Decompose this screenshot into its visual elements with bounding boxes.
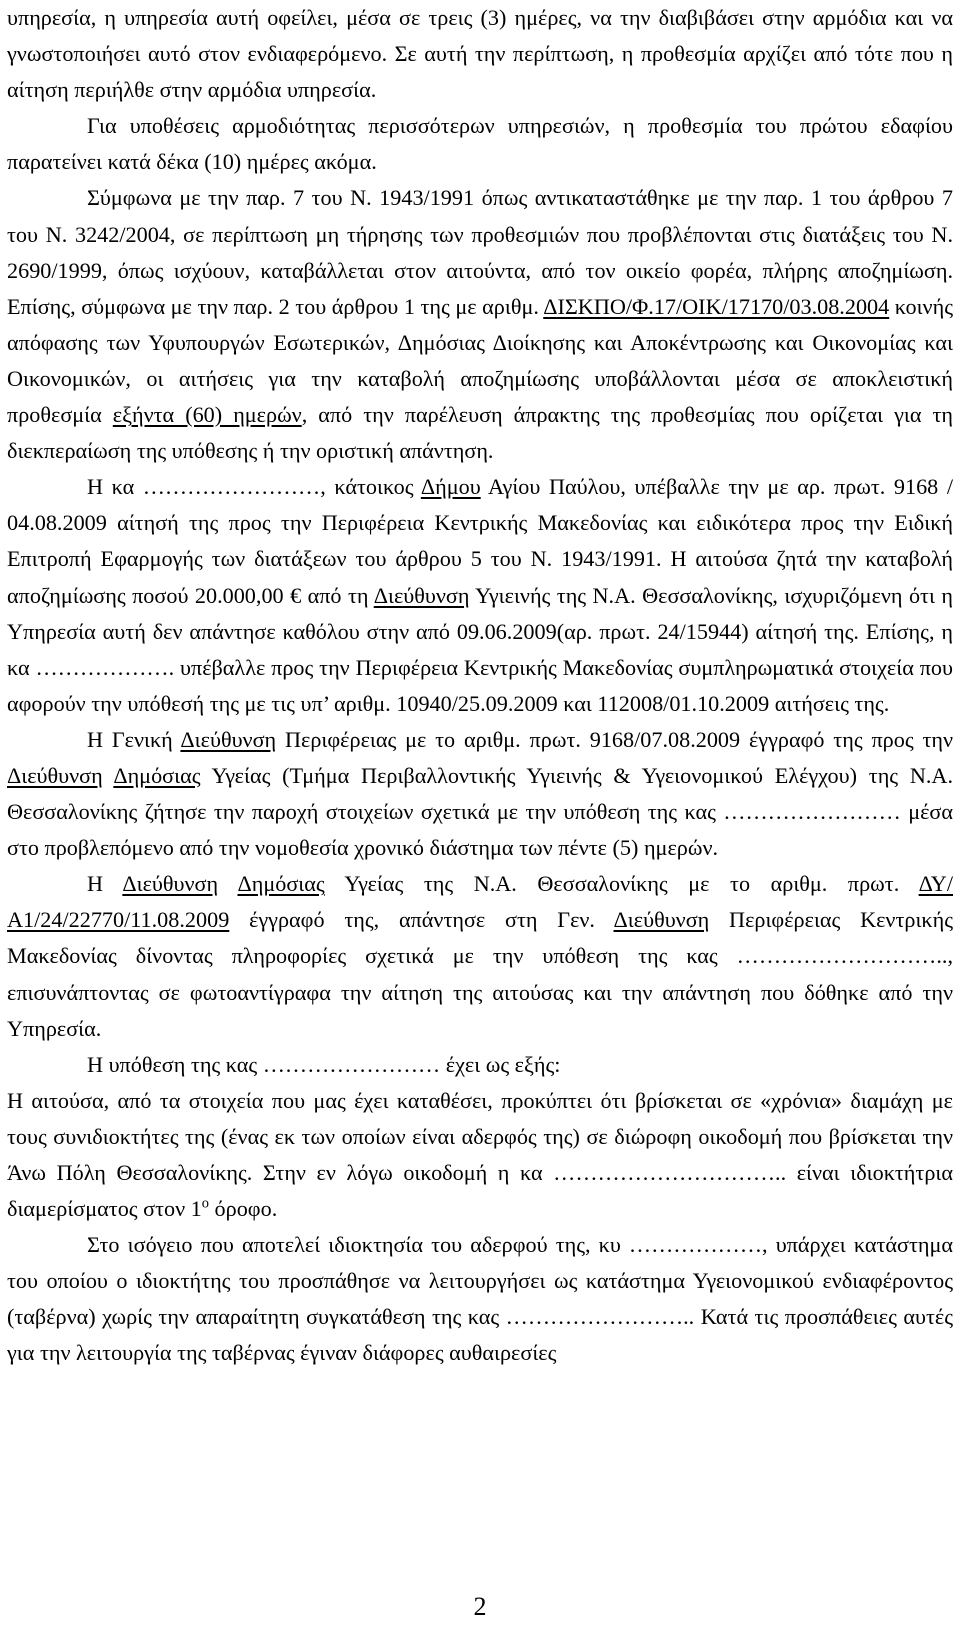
underlined-text: Διεύθυνση (373, 582, 470, 608)
text-segment: όροφο. (209, 1196, 278, 1222)
text-segment: Υγείας της Ν.Α. Θεσσαλονίκης με το αριθμ. πρωτ. (324, 871, 919, 897)
paragraph-5 (7, 722, 953, 866)
document-body (7, 0, 953, 1372)
underlined-text: Διεύθυνση (122, 871, 219, 897)
paragraph-9 (7, 1227, 953, 1371)
superscript-text: ο (201, 1195, 209, 1212)
text-segment: Περιφέρειας με το αριθμ. πρωτ. 9168/07.08.2009 έγγραφό της προς την (276, 726, 953, 752)
text-segment: Υγείας (Τμήμα Περιβαλλοντικής Υγιεινής & Υγειονομικού Ελέγχου) της Ν.Α. Θεσσαλονίκης ζήτησε την παροχή στοιχείων σχετικά με την υπόθεση της κας …………………… μέσα στο προβλεπόμενο από την νομοθεσία χρονικό διάστημα των πέντε (5) ημερών. (7, 762, 954, 861)
text-segment: , από την παρέλευση άπρακτης της προθεσμίας που ορίζεται για τη διεκπεραίωση της υπόθεσης ή την οριστική απάντηση. (7, 402, 954, 464)
text-segment: Στο ισόγειο που αποτελεί ιδιοκτησία του αδερφού της, κυ ………………, υπάρχει κατάστημα του οποίου ο ιδιοκτήτης του προσπάθησε να λειτουργήσει ως κατάστημα Υγειονομικού ενδιαφέροντος (ταβέρνα) χωρίς την απαραίτητη συγκατάθεση της κας …………………….. Κατά τις προσπάθειες αυτές για την λειτουργία της ταβέρνας έγιναν διάφορες αυθαιρεσίες (7, 1232, 953, 1366)
paragraph-6 (7, 866, 953, 1046)
text-segment: Η Γενική (87, 726, 181, 752)
paragraph-1 (7, 0, 953, 108)
page-number: 2 (473, 1592, 487, 1621)
paragraph-4 (7, 469, 953, 722)
underlined-text: Δήμου (420, 474, 481, 500)
underlined-text: Δημόσιας (113, 762, 201, 788)
underlined-text: Διεύθυνση (7, 762, 103, 788)
underlined-text: Διεύθυνση (180, 726, 277, 752)
text-segment (218, 871, 237, 896)
paragraph-2 (7, 108, 953, 180)
text-segment: υπηρεσία, η υπηρεσία αυτή οφείλει, μέσα σε τρεις (3) ημέρες, να την διαβιβάσει στην αρμόδια και να γνωστοποιήσει αυτό στον ενδιαφερόμενο. Σε αυτή την περίπτωση, η προθεσμία αρχίζει από τότε που η αίτηση περιήλθε στην αρμόδια υπηρεσία. (7, 5, 953, 103)
paragraph-7 (7, 1047, 953, 1083)
text-segment: Υγιεινής της Ν.Α. Θεσσαλονίκης, ισχυριζόμενη ότι η Υπηρεσία αυτή δεν απάντησε καθόλου στην από 09.06.2009(αρ. πρωτ. 24/15944) αίτησή της. Επίσης, η κα ………………. υπέβαλλε προς την Περιφέρεια Κεντρικής Μακεδονίας συμπληρωματικά στοιχεία που αφορούν την υπόθεσή της με τις υπ’ αριθμ. 10940/25.09.2009 και 112008/01.10.2009 αιτήσεις της. (7, 582, 953, 716)
paragraph-3 (7, 180, 953, 469)
text-segment: κοινής απόφασης των Υφυπουργών Εσωτερικών, Δημόσιας Διοίκησης και Αποκέντρωσης και Οικονομίας και Οικονομικών, οι αιτήσεις για την καταβολή αποζημίωσης υποβάλλονται μέσα σε αποκλειστική προθεσμία (7, 293, 953, 428)
underlined-text: Διεύθυνση (613, 907, 710, 933)
underlined-text: Δημόσιας (237, 871, 325, 897)
text-segment: Για υποθέσεις αρμοδιότητας περισσότερων υπηρεσιών, η προθεσμία του πρώτου εδαφίου παρατείνει κατά δέκα (10) ημέρες ακόμα. (7, 113, 953, 175)
underlined-text: ΔΙΣΚΠΟ/Φ.17/ΟΙΚ/17170/03.08.2004 (543, 293, 890, 319)
underlined-text: ΔΥ/Α1/24/22770/11.08.2009 (7, 871, 953, 933)
paragraph-8 (7, 1083, 953, 1227)
text-segment: Η κα ……………………, κάτοικος (87, 474, 421, 500)
underlined-text: εξήντα (60) ημερών (112, 402, 302, 428)
text-segment (103, 763, 114, 788)
text-segment: Η (87, 871, 123, 897)
text-segment: Η αιτούσα, από τα στοιχεία που μας έχει καταθέσει, προκύπτει ότι βρίσκεται σε «χρόνια» διαμάχη με τους συνιδιοκτήτες της (ένας εκ των οποίων είναι αδερφός της) σε διώροφη οικοδομή που βρίσκεται την Άνω Πόλη Θεσσαλονίκης. Στην εν λόγω οικοδομή η κα ………………………….. είναι ιδιοκτήτρια διαμερίσματος στον 1 (7, 1087, 953, 1222)
text-segment: έγγραφό της, απάντησε στη Γεν. (229, 907, 614, 933)
text-segment: Περιφέρειας Κεντρικής Μακεδονίας δίνοντας πληροφορίες σχετικά με την υπόθεση της κας ……………………….., επισυνάπτοντας σε φωτοαντίγραφα την αίτηση της αιτούσας και την απάντηση που δόθηκε από την Υπηρεσία. (7, 907, 953, 1041)
text-segment: Σύμφωνα με την παρ. 7 του Ν. 1943/1991 όπως αντικαταστάθηκε με την παρ. 1 του άρθρου 7 του Ν. 3242/2004, σε περίπτωση μη τήρησης των προθεσμιών που προβλέπονται στις διατάξεις του Ν. 2690/1999, όπως ισχύουν, καταβάλλεται στον αιτούντα, από τον οικείο φορέα, πλήρης αποζημίωση. Επίσης, σύμφωνα με την παρ. 2 του άρθρου 1 της με αριθμ. (7, 185, 953, 319)
text-segment: Η υπόθεση της κας …………………… έχει ως εξής: (87, 1051, 561, 1077)
text-segment: Αγίου Παύλου, υπέβαλλε την με αρ. πρωτ. 9168 / 04.08.2009 αίτησή της προς την Περιφέρεια Κεντρικής Μακεδονίας και ειδικότερα προς την Ειδική Επιτροπή Εφαρμογής των διατάξεων του άρθρου 5 του Ν. 1943/1991. Η αιτούσα ζητά την καταβολή αποζημίωσης ποσού 20.000,00 € από τη (7, 474, 953, 608)
